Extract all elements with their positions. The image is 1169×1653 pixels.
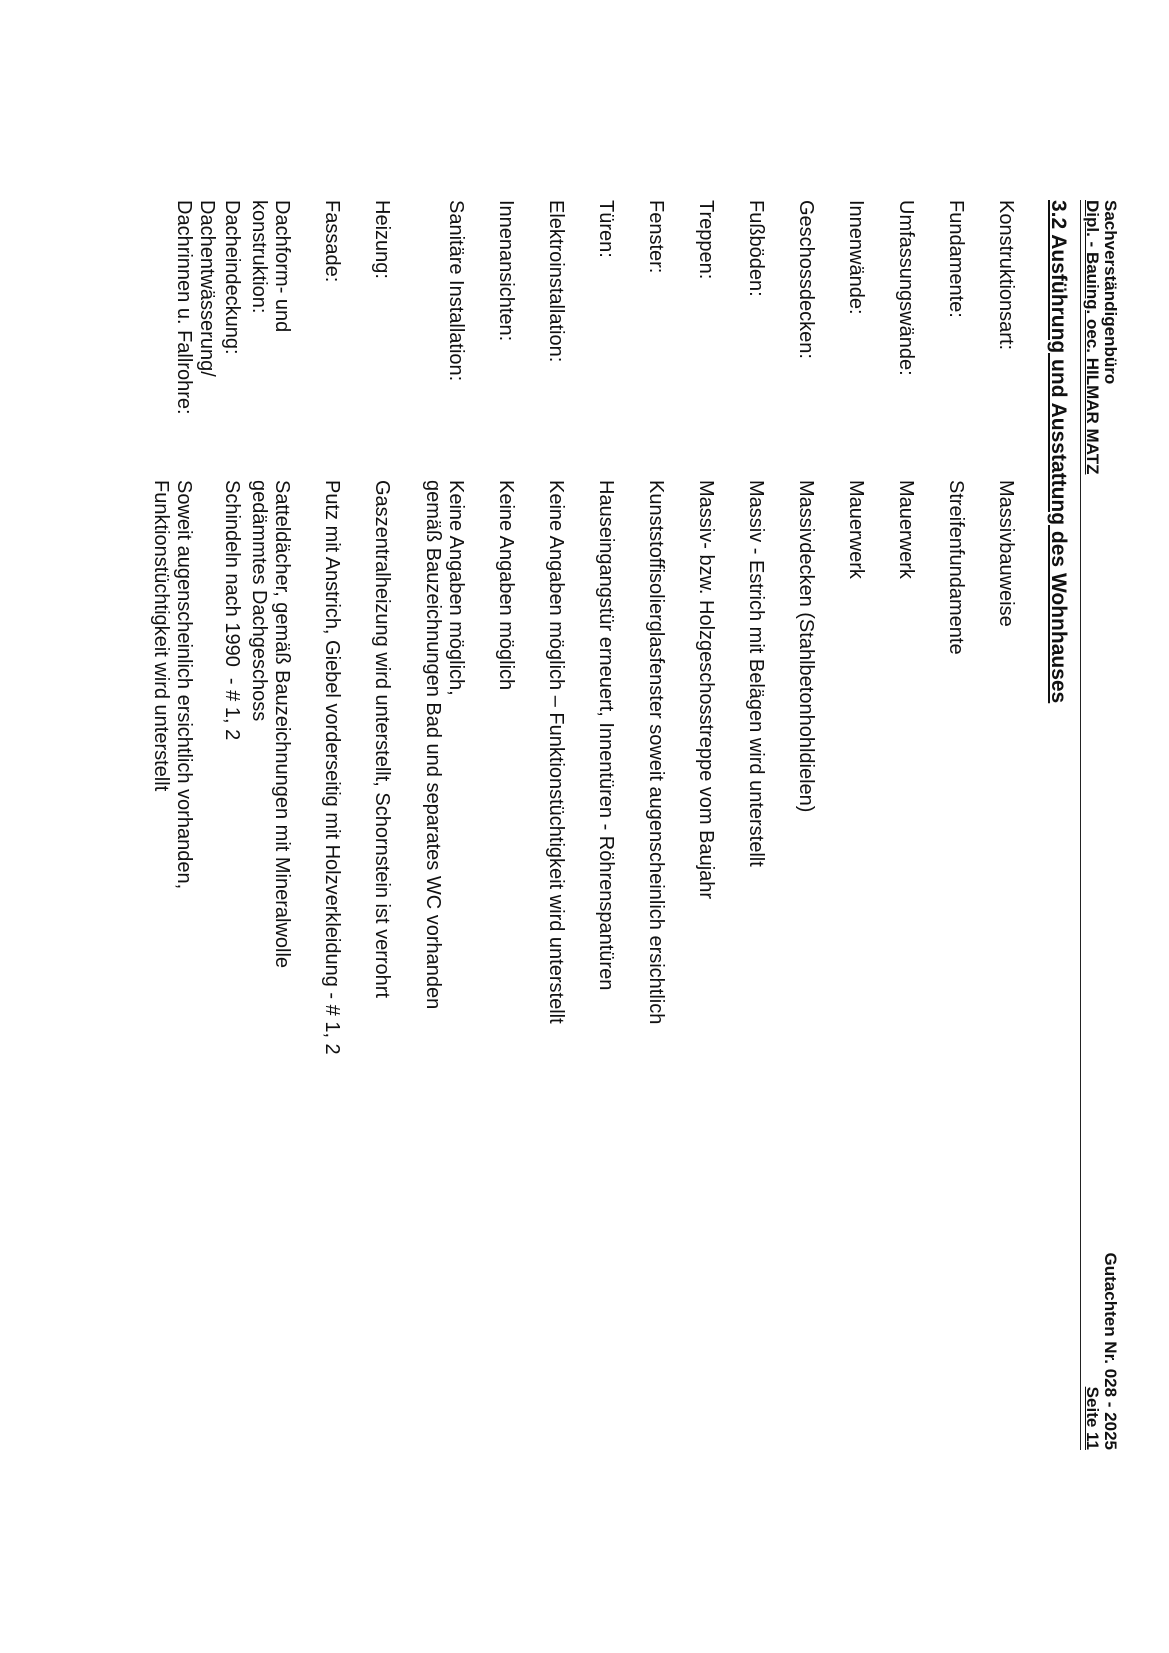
row-label: Geschossdecken: bbox=[795, 200, 817, 359]
row-value: Mauerwerk bbox=[845, 480, 867, 579]
row-label: Treppen: bbox=[695, 200, 717, 280]
row-value: Massiv - Estrich mit Belägen wird unterstellt bbox=[745, 480, 767, 867]
row-label: Heizung: bbox=[371, 200, 393, 279]
row-label: Innenansichten: bbox=[495, 200, 517, 342]
page-number: Seite 11 bbox=[1083, 1386, 1102, 1450]
report-header bbox=[1083, 1090, 1119, 1450]
row-label: Umfassungswände: bbox=[895, 200, 917, 376]
row-value: Gaszentralheizung wird unterstellt, Schornstein ist verrohrt bbox=[371, 480, 393, 999]
header-divider bbox=[1080, 200, 1081, 1450]
row-label: Dachform- und konstruktion: bbox=[248, 200, 293, 333]
row-value: Putz mit Anstrich, Giebel vorderseitig mit Holzverkleidung - # 1, 2 bbox=[321, 480, 343, 1055]
section-title: 3.2 Ausführung und Ausstattung des Wohnhauses bbox=[1047, 200, 1070, 704]
row-value: Massivdecken (Stahlbetonhohldielen) bbox=[795, 480, 817, 813]
row-label: Fundamente: bbox=[945, 200, 967, 318]
row-value: Streifenfundamente bbox=[945, 480, 967, 655]
row-label: Fußböden: bbox=[745, 200, 767, 297]
row-label: Konstruktionsart: bbox=[995, 200, 1017, 351]
row-label: Dachentwässerung/ bbox=[196, 200, 218, 377]
row-value: Massiv- bzw. Holzgeschosstreppe vom Baujahr bbox=[695, 480, 717, 900]
row-label: Dachrinnen u. Fallrohre: bbox=[173, 200, 195, 415]
office-header bbox=[1083, 200, 1119, 475]
row-label: Fassade: bbox=[321, 200, 343, 283]
row-label: Türen: bbox=[595, 200, 617, 258]
row-label: Elektroinstallation: bbox=[545, 200, 567, 363]
row-value: Keine Angaben möglich, gemäß Bauzeichnungen Bad und separates WC vorhanden bbox=[422, 480, 467, 1010]
row-label: Innenwände: bbox=[845, 200, 867, 315]
row-label: Sanitäre Installation: bbox=[445, 200, 467, 382]
row-value: Keine Angaben möglich bbox=[495, 480, 517, 691]
row-value: Hauseingangstür erneuert, Innentüren - Röhrenspantüren bbox=[595, 480, 617, 991]
row-value: Mauerwerk bbox=[895, 480, 917, 579]
row-value: Massivbauweise bbox=[995, 480, 1017, 627]
office-name: Sachverständigenbüro bbox=[1101, 200, 1120, 385]
row-value: Soweit augenscheinlich ersichtlich vorhanden, Funktionstüchtigkeit wird unterstellt bbox=[150, 480, 195, 890]
row-label: Fenster: bbox=[645, 200, 667, 274]
report-number: Gutachten Nr. 028 - 2025 bbox=[1101, 1252, 1120, 1450]
row-value: Schindeln nach 1990 - # 1, 2 bbox=[221, 480, 243, 741]
row-label: Dacheindeckung: bbox=[221, 200, 243, 355]
row-value: Keine Angaben möglich – Funktionstüchtigkeit wird unterstellt bbox=[545, 480, 567, 1024]
row-value: Satteldächer, gemäß Bauzeichnungen mit Mineralwolle gedämmtes Dachgeschoss bbox=[248, 480, 293, 969]
engineer-name: Dipl. - Bauing. oec. HILMAR MATZ bbox=[1083, 200, 1102, 475]
row-value: Kunststoffisolierglasfenster soweit augenscheinlich ersichtlich bbox=[645, 480, 667, 1025]
